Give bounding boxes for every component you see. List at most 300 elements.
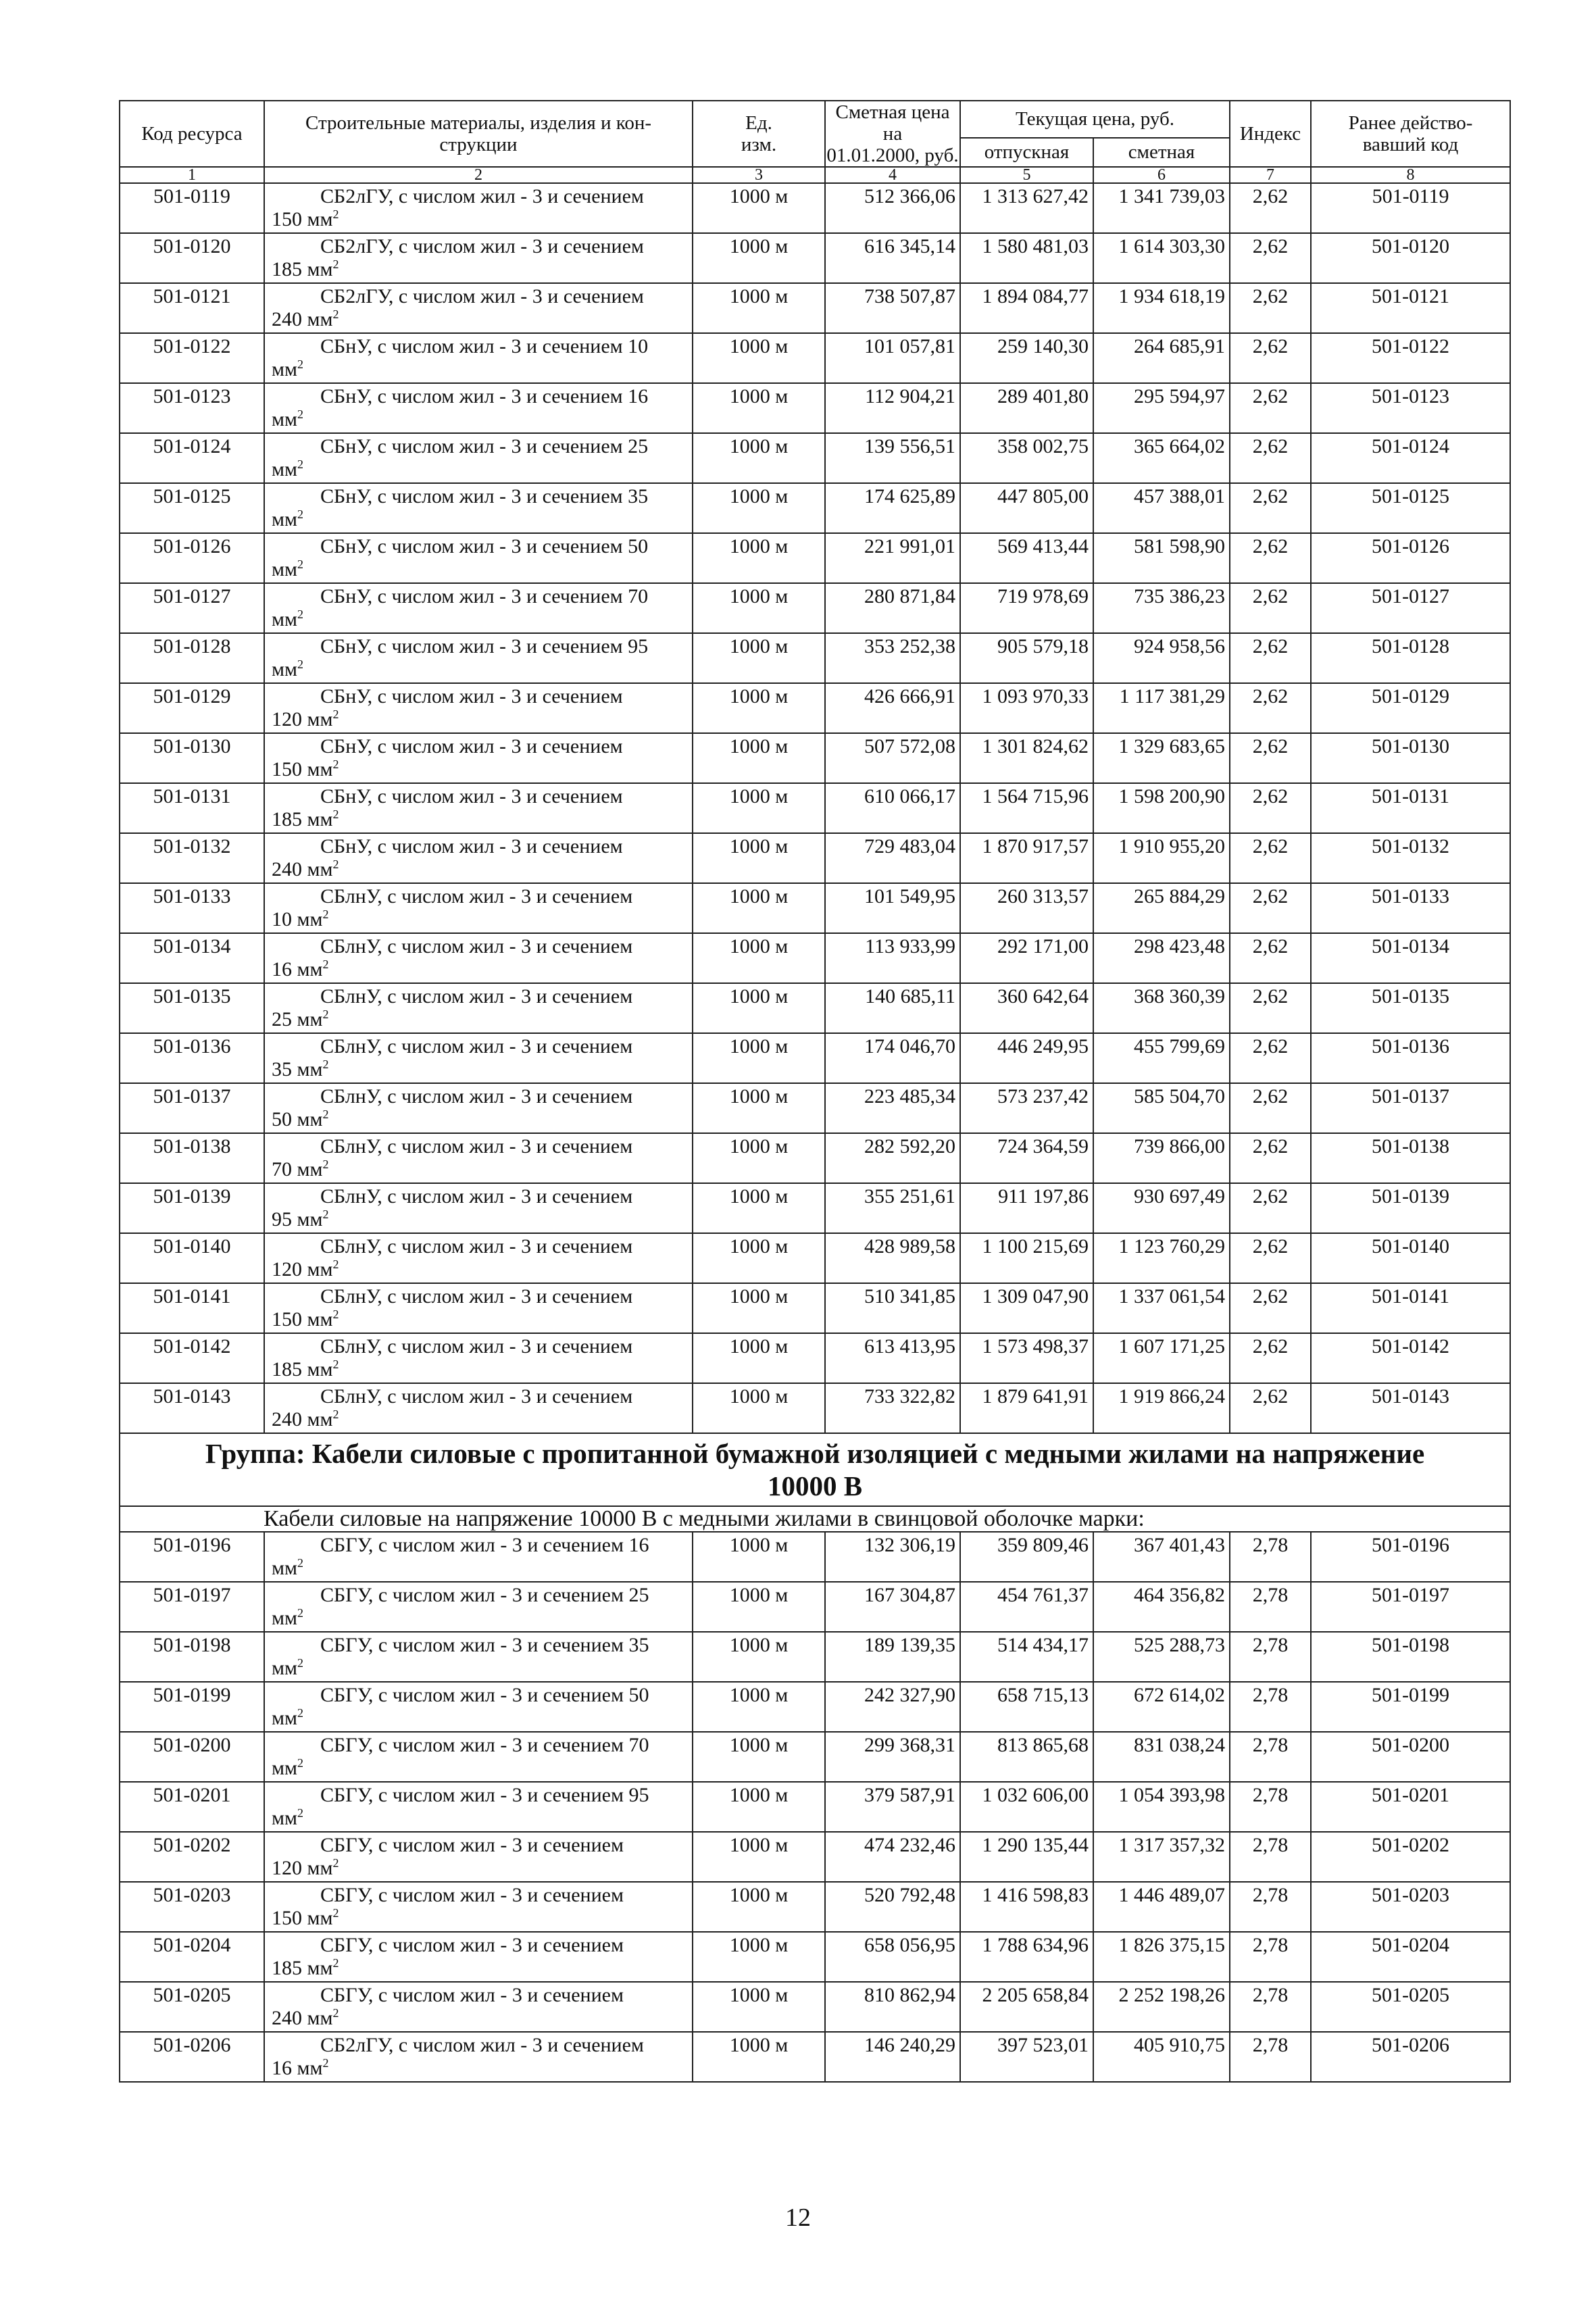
header-base-price: Сметная цена на 01.01.2000, руб.: [825, 101, 960, 167]
cross-section: $мм^2$: [272, 357, 303, 380]
cross-section: 185 $мм^2$: [272, 257, 339, 280]
header-unit: Ед. изм.: [693, 101, 825, 167]
material-description: [264, 1782, 693, 1832]
description-line: СБГУ, с числом жил - 3 и сечением 16: [320, 1534, 649, 1556]
resource-code: 501-0119: [120, 183, 264, 233]
resource-code: 501-0135: [120, 983, 264, 1033]
resource-code: 501-0205: [120, 1982, 264, 2032]
material-description: [264, 983, 693, 1033]
price-index: 2,62: [1230, 633, 1311, 683]
cross-section: 16 $мм^2$: [272, 2056, 329, 2079]
base-price: 101 549,95: [825, 883, 960, 933]
unit-of-measure: 1000 м: [693, 933, 825, 983]
price-index: 2,78: [1230, 2032, 1311, 2082]
previous-code: 501-0200: [1311, 1732, 1510, 1782]
estimate-price: 1 446 489,07: [1093, 1882, 1230, 1932]
table-row: [120, 1033, 1510, 1083]
material-description: [264, 1732, 693, 1782]
col-number: 2: [264, 167, 693, 183]
base-price: 282 592,20: [825, 1133, 960, 1183]
table-row: [120, 583, 1510, 633]
material-description: [264, 283, 693, 333]
price-index: 2,62: [1230, 333, 1311, 383]
unit-of-measure: 1000 м: [693, 1283, 825, 1333]
selling-price: 1 416 598,83: [960, 1882, 1093, 1932]
previous-code: 501-0206: [1311, 2032, 1510, 2082]
base-price: 112 904,21: [825, 383, 960, 433]
unit-of-measure: 1000 м: [693, 983, 825, 1033]
previous-code: 501-0121: [1311, 283, 1510, 333]
description-line: СБнУ, с числом жил - 3 и сечением 35: [320, 485, 649, 507]
header-materials: Строительные материалы, изделия и кон- струкции: [264, 101, 693, 167]
price-index: 2,78: [1230, 1932, 1311, 1982]
previous-code: 501-0120: [1311, 233, 1510, 283]
estimate-price: 1 054 393,98: [1093, 1782, 1230, 1832]
material-description: [264, 333, 693, 383]
estimate-price: 831 038,24: [1093, 1732, 1230, 1782]
resource-code: 501-0201: [120, 1782, 264, 1832]
selling-price: 724 364,59: [960, 1133, 1093, 1183]
description-line: СБлнУ, с числом жил - 3 и сечением: [320, 935, 633, 957]
material-description: [264, 933, 693, 983]
base-price: 510 341,85: [825, 1283, 960, 1333]
base-price: 221 991,01: [825, 533, 960, 583]
unit-of-measure: 1000 м: [693, 333, 825, 383]
material-description: [264, 1582, 693, 1632]
selling-price: 1 313 627,42: [960, 183, 1093, 233]
resource-code: 501-0128: [120, 633, 264, 683]
previous-code: 501-0131: [1311, 783, 1510, 833]
estimate-price: 455 799,69: [1093, 1033, 1230, 1083]
previous-code: 501-0123: [1311, 383, 1510, 433]
group-heading: Группа: Кабели силовые с пропитанной бумажной изоляцией с медными жилами на напряжение 10000 В: [120, 1433, 1510, 1506]
previous-code: 501-0140: [1311, 1233, 1510, 1283]
table-row: [120, 1732, 1510, 1782]
price-index: 2,62: [1230, 733, 1311, 783]
header-current-price: Текущая цена, руб.: [960, 101, 1230, 138]
description-line: СБлнУ, с числом жил - 3 и сечением: [320, 985, 633, 1007]
description-line: СБнУ, с числом жил - 3 и сечением 16: [320, 385, 649, 407]
cross-section: 120 $мм^2$: [272, 1258, 339, 1280]
resource-code: 501-0123: [120, 383, 264, 433]
unit-of-measure: 1000 м: [693, 833, 825, 883]
table-row: [120, 1333, 1510, 1383]
cross-section: $мм^2$: [272, 1756, 303, 1779]
previous-code: 501-0137: [1311, 1083, 1510, 1133]
previous-code: 501-0197: [1311, 1582, 1510, 1632]
estimate-price: 405 910,75: [1093, 2032, 1230, 2082]
material-description: [264, 783, 693, 833]
selling-price: 397 523,01: [960, 2032, 1093, 2082]
cross-section: 185 $мм^2$: [272, 1358, 339, 1380]
material-description: [264, 1383, 693, 1433]
estimate-price: 585 504,70: [1093, 1083, 1230, 1133]
previous-code: 501-0122: [1311, 333, 1510, 383]
unit-of-measure: 1000 м: [693, 533, 825, 583]
unit-of-measure: 1000 м: [693, 1333, 825, 1383]
material-description: [264, 683, 693, 733]
material-description: [264, 833, 693, 883]
base-price: 738 507,87: [825, 283, 960, 333]
col-number: 6: [1093, 167, 1230, 183]
header-resource-code: Код ресурса: [120, 101, 264, 167]
selling-price: 260 313,57: [960, 883, 1093, 933]
col-number: 4: [825, 167, 960, 183]
estimate-price: 1 614 303,30: [1093, 233, 1230, 283]
cross-section: 10 $мм^2$: [272, 907, 329, 930]
description-line: СБлнУ, с числом жил - 3 и сечением: [320, 1085, 633, 1107]
estimate-price: 1 123 760,29: [1093, 1233, 1230, 1283]
resource-code: 501-0124: [120, 433, 264, 483]
description-line: СБ2лГУ, с числом жил - 3 и сечением: [320, 185, 644, 207]
selling-price: 2 205 658,84: [960, 1982, 1093, 2032]
unit-of-measure: 1000 м: [693, 1133, 825, 1183]
base-price: 610 066,17: [825, 783, 960, 833]
cross-section: $мм^2$: [272, 457, 303, 480]
unit-of-measure: 1000 м: [693, 233, 825, 283]
base-price: 299 368,31: [825, 1732, 960, 1782]
previous-code: 501-0203: [1311, 1882, 1510, 1932]
description-line: СБ2лГУ, с числом жил - 3 и сечением: [320, 235, 644, 257]
estimate-price: 265 884,29: [1093, 883, 1230, 933]
description-line: СБлнУ, с числом жил - 3 и сечением: [320, 1285, 633, 1308]
selling-price: 1 100 215,69: [960, 1233, 1093, 1283]
table-row: [120, 683, 1510, 733]
material-description: [264, 233, 693, 283]
resource-code: 501-0127: [120, 583, 264, 633]
description-line: СБлнУ, с числом жил - 3 и сечением: [320, 1185, 633, 1208]
previous-code: 501-0139: [1311, 1183, 1510, 1233]
unit-of-measure: 1000 м: [693, 1383, 825, 1433]
table-row: [120, 533, 1510, 583]
cross-section: 25 $мм^2$: [272, 1007, 329, 1030]
previous-code: 501-0124: [1311, 433, 1510, 483]
description-line: СБГУ, с числом жил - 3 и сечением 25: [320, 1584, 649, 1606]
previous-code: 501-0132: [1311, 833, 1510, 883]
selling-price: 905 579,18: [960, 633, 1093, 683]
selling-price: 289 401,80: [960, 383, 1093, 433]
table-row: [120, 383, 1510, 433]
unit-of-measure: 1000 м: [693, 1632, 825, 1682]
previous-code: 501-0119: [1311, 183, 1510, 233]
header-previous-code: Ранее действо- вавший код: [1311, 101, 1510, 167]
table-row: [120, 933, 1510, 983]
cross-section: 50 $мм^2$: [272, 1107, 329, 1130]
resource-code: 501-0126: [120, 533, 264, 583]
resource-code: 501-0120: [120, 233, 264, 283]
unit-of-measure: 1000 м: [693, 683, 825, 733]
table-row: [120, 233, 1510, 283]
unit-of-measure: 1000 м: [693, 483, 825, 533]
resource-code: 501-0202: [120, 1832, 264, 1882]
estimate-price: 672 614,02: [1093, 1682, 1230, 1732]
base-price: 729 483,04: [825, 833, 960, 883]
page-number: 12: [785, 2204, 811, 2232]
description-line: СБГУ, с числом жил - 3 и сечением: [320, 1884, 624, 1906]
description-line: СБлнУ, с числом жил - 3 и сечением: [320, 1035, 633, 1057]
selling-price: 911 197,86: [960, 1183, 1093, 1233]
price-index: 2,62: [1230, 433, 1311, 483]
selling-price: 1 894 084,77: [960, 283, 1093, 333]
estimate-price: 365 664,02: [1093, 433, 1230, 483]
col-number: 8: [1311, 167, 1510, 183]
estimate-price: 264 685,91: [1093, 333, 1230, 383]
estimate-price: 1 607 171,25: [1093, 1333, 1230, 1383]
table-row: [120, 1782, 1510, 1832]
table-row: [120, 1083, 1510, 1133]
price-index: 2,62: [1230, 1233, 1311, 1283]
unit-of-measure: 1000 м: [693, 1682, 825, 1732]
col-number: 1: [120, 167, 264, 183]
price-index: 2,78: [1230, 1782, 1311, 1832]
table-row: [120, 783, 1510, 833]
cross-section: 185 $мм^2$: [272, 807, 339, 830]
price-index: 2,62: [1230, 833, 1311, 883]
price-index: 2,62: [1230, 533, 1311, 583]
header-estimate-price: сметная: [1093, 138, 1230, 167]
table-header: [120, 101, 1510, 183]
price-index: 2,78: [1230, 1732, 1311, 1782]
selling-price: 360 642,64: [960, 983, 1093, 1033]
resource-code: 501-0139: [120, 1183, 264, 1233]
base-price: 616 345,14: [825, 233, 960, 283]
cross-section: 120 $мм^2$: [272, 1856, 339, 1879]
estimate-price: 1 826 375,15: [1093, 1932, 1230, 1982]
material-description: [264, 383, 693, 433]
selling-price: 359 809,46: [960, 1532, 1093, 1582]
cross-section: $мм^2$: [272, 557, 303, 580]
cross-section: 120 $мм^2$: [272, 707, 339, 730]
price-index: 2,62: [1230, 1083, 1311, 1133]
resource-code: 501-0141: [120, 1283, 264, 1333]
unit-of-measure: 1000 м: [693, 583, 825, 633]
cross-section: 240 $мм^2$: [272, 857, 339, 880]
price-index: 2,62: [1230, 1283, 1311, 1333]
table-row: [120, 1383, 1510, 1433]
resource-code: 501-0138: [120, 1133, 264, 1183]
unit-of-measure: 1000 м: [693, 433, 825, 483]
resource-code: 501-0196: [120, 1532, 264, 1582]
resource-code: 501-0137: [120, 1083, 264, 1133]
base-price: 189 139,35: [825, 1632, 960, 1682]
resource-code: 501-0204: [120, 1932, 264, 1982]
material-description: [264, 1133, 693, 1183]
table-row: [120, 333, 1510, 383]
estimate-price: 1 341 739,03: [1093, 183, 1230, 233]
material-description: [264, 883, 693, 933]
resource-code: 501-0142: [120, 1333, 264, 1383]
previous-code: 501-0196: [1311, 1532, 1510, 1582]
price-index: 2,62: [1230, 1133, 1311, 1183]
cross-section: $мм^2$: [272, 507, 303, 530]
resource-code: 501-0125: [120, 483, 264, 533]
description-line: СБнУ, с числом жил - 3 и сечением 95: [320, 635, 649, 657]
header-selling-price: отпускная: [960, 138, 1093, 167]
table-row: [120, 433, 1510, 483]
cross-section: 35 $мм^2$: [272, 1057, 329, 1080]
estimate-price: 457 388,01: [1093, 483, 1230, 533]
base-price: 280 871,84: [825, 583, 960, 633]
unit-of-measure: 1000 м: [693, 1033, 825, 1083]
base-price: 353 252,38: [825, 633, 960, 683]
cross-section: 150 $мм^2$: [272, 207, 339, 230]
table-row: [120, 1682, 1510, 1732]
estimate-price: 1 317 357,32: [1093, 1832, 1230, 1882]
material-description: [264, 1882, 693, 1932]
estimate-price: 464 356,82: [1093, 1582, 1230, 1632]
price-index: 2,78: [1230, 1982, 1311, 2032]
description-line: СБГУ, с числом жил - 3 и сечением 35: [320, 1634, 649, 1656]
base-price: 613 413,95: [825, 1333, 960, 1383]
resource-code: 501-0122: [120, 333, 264, 383]
resource-code: 501-0140: [120, 1233, 264, 1283]
table-row: [120, 1632, 1510, 1682]
price-index: 2,62: [1230, 183, 1311, 233]
previous-code: 501-0143: [1311, 1383, 1510, 1433]
previous-code: 501-0198: [1311, 1632, 1510, 1682]
price-index: 2,62: [1230, 233, 1311, 283]
description-line: СБлнУ, с числом жил - 3 и сечением: [320, 885, 633, 907]
table-row: [120, 1283, 1510, 1333]
base-price: 658 056,95: [825, 1932, 960, 1982]
resource-code: 501-0132: [120, 833, 264, 883]
estimate-price: 924 958,56: [1093, 633, 1230, 683]
selling-price: 1 032 606,00: [960, 1782, 1093, 1832]
estimate-price: 1 117 381,29: [1093, 683, 1230, 733]
estimate-price: 1 934 618,19: [1093, 283, 1230, 333]
previous-code: 501-0202: [1311, 1832, 1510, 1882]
base-price: 113 933,99: [825, 933, 960, 983]
resource-code: 501-0130: [120, 733, 264, 783]
selling-price: 447 805,00: [960, 483, 1093, 533]
resource-code: 501-0206: [120, 2032, 264, 2082]
description-line: СБ2лГУ, с числом жил - 3 и сечением: [320, 2034, 644, 2056]
table-row: [120, 1532, 1510, 1582]
previous-code: 501-0135: [1311, 983, 1510, 1033]
description-line: СБнУ, с числом жил - 3 и сечением: [320, 785, 623, 807]
resource-code: 501-0197: [120, 1582, 264, 1632]
estimate-price: 1 329 683,65: [1093, 733, 1230, 783]
cross-section: $мм^2$: [272, 1556, 303, 1579]
table-row: [120, 483, 1510, 533]
price-index: 2,62: [1230, 483, 1311, 533]
resource-code: 501-0198: [120, 1632, 264, 1682]
unit-of-measure: 1000 м: [693, 1083, 825, 1133]
estimate-price: 735 386,23: [1093, 583, 1230, 633]
price-index: 2,62: [1230, 783, 1311, 833]
selling-price: 813 865,68: [960, 1732, 1093, 1782]
material-description: [264, 733, 693, 783]
price-index: 2,62: [1230, 1383, 1311, 1433]
previous-code: 501-0204: [1311, 1932, 1510, 1982]
unit-of-measure: 1000 м: [693, 383, 825, 433]
selling-price: 358 002,75: [960, 433, 1093, 483]
description-line: СБ2лГУ, с числом жил - 3 и сечением: [320, 285, 644, 307]
base-price: 520 792,48: [825, 1882, 960, 1932]
unit-of-measure: 1000 м: [693, 1233, 825, 1283]
description-line: СБнУ, с числом жил - 3 и сечением 10: [320, 335, 649, 357]
unit-of-measure: 1000 м: [693, 1183, 825, 1233]
price-index: 2,62: [1230, 983, 1311, 1033]
material-description: [264, 1233, 693, 1283]
price-index: 2,62: [1230, 383, 1311, 433]
price-index: 2,62: [1230, 583, 1311, 633]
resource-code: 501-0200: [120, 1732, 264, 1782]
material-description: [264, 2032, 693, 2082]
material-description: [264, 1183, 693, 1233]
cross-section: $мм^2$: [272, 607, 303, 630]
material-description: [264, 1632, 693, 1682]
table-row: [120, 183, 1510, 233]
previous-code: 501-0199: [1311, 1682, 1510, 1732]
base-price: 733 322,82: [825, 1383, 960, 1433]
cross-section: $мм^2$: [272, 1806, 303, 1829]
cross-section: $мм^2$: [272, 657, 303, 680]
table-row: [120, 1932, 1510, 1982]
price-index: 2,78: [1230, 1532, 1311, 1582]
unit-of-measure: 1000 м: [693, 183, 825, 233]
cross-section: 150 $мм^2$: [272, 757, 339, 780]
base-price: 132 306,19: [825, 1532, 960, 1582]
column-numbers: [120, 167, 1510, 183]
material-description: [264, 583, 693, 633]
description-line: СБлнУ, с числом жил - 3 и сечением: [320, 1235, 633, 1258]
price-index: 2,62: [1230, 1183, 1311, 1233]
material-description: [264, 1033, 693, 1083]
base-price: 355 251,61: [825, 1183, 960, 1233]
resource-code: 501-0199: [120, 1682, 264, 1732]
resource-code: 501-0121: [120, 283, 264, 333]
price-index: 2,78: [1230, 1582, 1311, 1632]
description-line: СБлнУ, с числом жил - 3 и сечением: [320, 1335, 633, 1358]
material-description: [264, 483, 693, 533]
previous-code: 501-0129: [1311, 683, 1510, 733]
price-index: 2,62: [1230, 1333, 1311, 1383]
previous-code: 501-0133: [1311, 883, 1510, 933]
price-index: 2,62: [1230, 883, 1311, 933]
selling-price: 446 249,95: [960, 1033, 1093, 1083]
price-index: 2,78: [1230, 1882, 1311, 1932]
selling-price: 514 434,17: [960, 1632, 1093, 1682]
previous-code: 501-0126: [1311, 533, 1510, 583]
description-line: СБнУ, с числом жил - 3 и сечением 25: [320, 435, 649, 457]
base-price: 426 666,91: [825, 683, 960, 733]
selling-price: 1 564 715,96: [960, 783, 1093, 833]
base-price: 507 572,08: [825, 733, 960, 783]
price-index: 2,62: [1230, 1033, 1311, 1083]
description-line: СБГУ, с числом жил - 3 и сечением: [320, 1934, 624, 1956]
description-line: СБГУ, с числом жил - 3 и сечением: [320, 1834, 624, 1856]
resource-code: 501-0133: [120, 883, 264, 933]
estimate-price: 930 697,49: [1093, 1183, 1230, 1233]
table-row: [120, 883, 1510, 933]
selling-price: 1 309 047,90: [960, 1283, 1093, 1333]
selling-price: 259 140,30: [960, 333, 1093, 383]
price-index: 2,78: [1230, 1632, 1311, 1682]
previous-code: 501-0125: [1311, 483, 1510, 533]
previous-code: 501-0136: [1311, 1033, 1510, 1083]
selling-price: 454 761,37: [960, 1582, 1093, 1632]
estimate-price: 295 594,97: [1093, 383, 1230, 433]
previous-code: 501-0201: [1311, 1782, 1510, 1832]
previous-code: 501-0141: [1311, 1283, 1510, 1333]
table-body-section-2: [120, 1532, 1510, 2082]
price-index: 2,62: [1230, 683, 1311, 733]
estimate-price: 525 288,73: [1093, 1632, 1230, 1682]
base-price: 379 587,91: [825, 1782, 960, 1832]
cross-section: 240 $мм^2$: [272, 2006, 339, 2029]
description-line: СБлнУ, с числом жил - 3 и сечением: [320, 1385, 633, 1408]
